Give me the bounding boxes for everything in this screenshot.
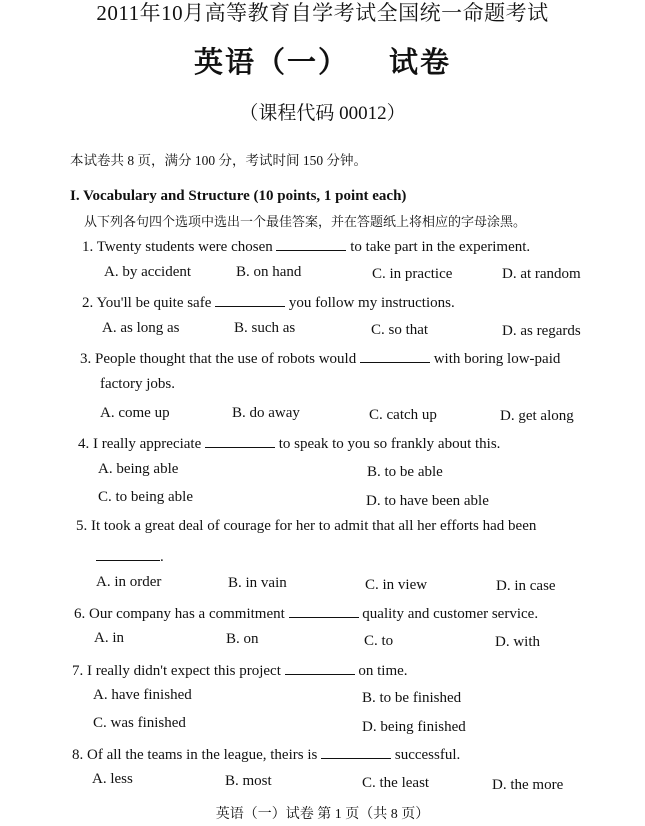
question-number: 1.	[82, 239, 94, 255]
question-text: I really appreciate	[93, 436, 202, 452]
question-1	[82, 236, 530, 256]
question-text: Our company has a commitment	[89, 606, 285, 622]
option-c: C. to being able	[98, 489, 193, 505]
option-d: D. to have been able	[366, 493, 489, 509]
answer-blank	[276, 236, 346, 251]
answer-blank	[360, 348, 430, 363]
option-b: B. on hand	[236, 264, 302, 280]
option-d: D. with	[495, 634, 540, 650]
paper-title-subject: 英语（一）	[193, 47, 349, 79]
option-b: B. in vain	[228, 575, 287, 591]
question-6	[74, 603, 538, 623]
question-4	[78, 433, 500, 453]
option-c: C. in practice	[372, 266, 453, 282]
question-text: on time.	[358, 663, 408, 679]
question-text: I really didn't expect this project	[87, 663, 281, 679]
question-text: you follow my instructions.	[288, 295, 455, 311]
question-text: Of all the teams in the league, theirs is	[87, 747, 318, 763]
answer-blank	[205, 433, 275, 448]
option-d: D. being finished	[362, 719, 466, 735]
question-text: Twenty students were chosen	[96, 239, 273, 255]
question-number: 8.	[72, 747, 84, 763]
question-text: It took a great deal of courage for her to admit that all her efforts had been	[91, 518, 537, 534]
question-text: with boring low-paid	[433, 351, 561, 367]
question-2	[82, 292, 455, 312]
question-text: to take part in the experiment.	[350, 239, 531, 255]
answer-blank	[289, 603, 359, 618]
course-code: （课程代码 00012）	[239, 103, 406, 124]
section-title: I. Vocabulary and Structure (10 points, 1 point each)	[70, 188, 407, 204]
option-d: D. in case	[496, 578, 556, 594]
question-7	[72, 660, 408, 680]
question-text: to speak to you so frankly about this.	[278, 436, 501, 452]
option-a: A. in	[94, 630, 124, 646]
paper-title-suffix: 试卷	[389, 47, 452, 79]
option-b: B. do away	[232, 405, 300, 421]
question-number: 2.	[82, 295, 94, 311]
option-c: C. the least	[362, 775, 430, 791]
option-c: C. to	[364, 633, 394, 649]
exam-header: 2011年10月高等教育自学考试全国统一命题考试	[96, 1, 549, 25]
question-text: .	[160, 549, 164, 565]
question-text: You'll be quite safe	[96, 295, 212, 311]
exam-info: 本试卷共 8 页，满分 100 分，考试时间 150 分钟。	[70, 153, 367, 168]
option-b: B. most	[225, 773, 272, 789]
option-d: D. as regards	[502, 323, 581, 339]
answer-blank	[285, 660, 355, 675]
option-c: C. was finished	[93, 715, 186, 731]
option-d: D. the more	[492, 777, 564, 793]
option-b: B. such as	[234, 320, 296, 336]
option-c: C. so that	[371, 322, 429, 338]
option-d: D. at random	[502, 266, 581, 282]
question-number: 6.	[74, 606, 86, 622]
answer-blank	[321, 744, 391, 759]
option-a: A. being able	[98, 461, 179, 477]
option-c: C. catch up	[369, 407, 437, 423]
section-instruction: 从下列各句四个选项中选出一个最佳答案，并在答题纸上将相应的字母涂黑。	[84, 214, 527, 229]
option-a: A. come up	[100, 405, 170, 421]
page-footer: 英语（一）试卷 第 1 页（共 8 页）	[215, 807, 430, 822]
answer-blank	[215, 292, 285, 307]
option-a: A. as long as	[102, 320, 180, 336]
question-3	[80, 348, 560, 368]
question-8	[72, 744, 460, 764]
answer-blank	[96, 546, 160, 561]
option-a: A. less	[92, 771, 133, 787]
paper-title	[0, 40, 645, 81]
question-text: People thought that the use of robots would	[95, 351, 357, 367]
option-c: C. in view	[365, 577, 428, 593]
question-number: 5.	[76, 518, 88, 534]
option-a: A. in order	[96, 574, 162, 590]
option-a: A. by accident	[104, 264, 192, 280]
question-number: 4.	[78, 436, 90, 452]
question-number: 3.	[80, 351, 92, 367]
question-5-continuation	[96, 546, 164, 566]
option-b: B. to be able	[367, 464, 443, 480]
question-3-continuation: factory jobs.	[100, 376, 175, 392]
option-b: B. to be finished	[362, 690, 462, 706]
question-text: successful.	[394, 747, 461, 763]
question-number: 7.	[72, 663, 84, 679]
question-5	[76, 518, 536, 535]
option-b: B. on	[226, 631, 259, 647]
option-d: D. get along	[500, 408, 574, 424]
option-a: A. have finished	[93, 687, 192, 703]
question-text: quality and customer service.	[362, 606, 539, 622]
